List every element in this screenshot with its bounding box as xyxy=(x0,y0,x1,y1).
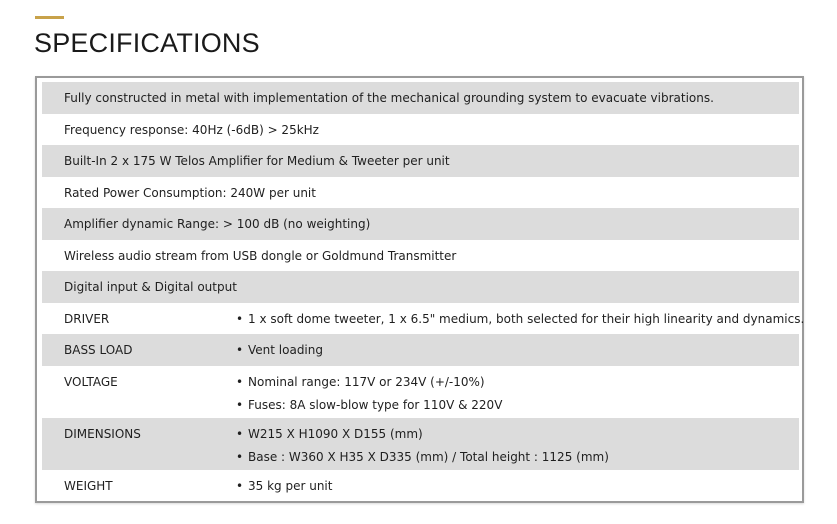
spec-value: Nominal range: 117V or 234V (+/-10%) xyxy=(248,374,485,389)
spec-row-bass-load xyxy=(42,334,799,366)
spec-text: Rated Power Consumption: 240W per unit xyxy=(64,185,316,200)
spec-values xyxy=(212,366,799,420)
spec-row xyxy=(42,240,799,272)
spec-row-driver xyxy=(42,303,805,335)
title-accent-bar xyxy=(35,16,64,19)
spec-text: Built-In 2 x 175 W Telos Amplifier for Medium & Tweeter per unit xyxy=(64,154,450,168)
spec-value: Base : W360 X H35 X D335 (mm) / Total height : 1125 (mm) xyxy=(248,449,609,464)
spec-value-item xyxy=(236,426,799,449)
spec-value-item xyxy=(236,478,799,501)
spec-value-item xyxy=(236,449,799,472)
spec-values xyxy=(212,303,804,334)
spec-text: Digital input & Digital output xyxy=(64,280,237,294)
spec-text: Frequency response: 40Hz (-6dB) > 25kHz xyxy=(64,122,319,137)
spec-row xyxy=(42,271,799,303)
specifications-list xyxy=(42,82,805,501)
spec-label: WEIGHT xyxy=(64,478,113,493)
spec-value: 1 x soft dome tweeter, 1 x 6.5" medium, both selected for their high linearity and dynamics. xyxy=(248,311,805,326)
spec-text: Wireless audio stream from USB dongle or Goldmund Transmitter xyxy=(64,248,457,263)
page-title: SPECIFICATIONS xyxy=(34,28,260,58)
spec-value: W215 X H1090 X D155 (mm) xyxy=(248,426,423,441)
spec-values xyxy=(212,470,799,501)
spec-row xyxy=(42,177,799,209)
spec-row-voltage xyxy=(42,366,799,418)
bullet-icon: • xyxy=(236,311,244,326)
spec-value-item xyxy=(236,342,799,365)
spec-row xyxy=(42,82,799,114)
bullet-icon: • xyxy=(236,426,244,441)
spec-text: Fully constructed in metal with implementation of the mechanical grounding system to evacuate vibrations. xyxy=(64,91,714,105)
spec-label: VOLTAGE xyxy=(64,374,118,389)
spec-row xyxy=(42,208,799,240)
bullet-icon: • xyxy=(236,449,244,464)
spec-label: DRIVER xyxy=(64,311,110,326)
spec-values xyxy=(212,334,799,365)
bullet-icon: • xyxy=(236,343,244,357)
spec-row xyxy=(42,114,799,146)
spec-label: DIMENSIONS xyxy=(64,426,141,441)
spec-text: Amplifier dynamic Range: > 100 dB (no weighting) xyxy=(64,217,371,231)
spec-value-item xyxy=(236,374,799,397)
bullet-icon: • xyxy=(236,374,244,389)
spec-label: BASS LOAD xyxy=(64,343,133,357)
bullet-icon: • xyxy=(236,478,244,493)
spec-value: 35 kg per unit xyxy=(248,478,333,493)
spec-row-dimensions xyxy=(42,418,799,470)
spec-row xyxy=(42,145,799,177)
spec-row-weight xyxy=(42,470,799,502)
bullet-icon: • xyxy=(236,397,244,412)
spec-value: Fuses: 8A slow-blow type for 110V & 220V xyxy=(248,397,503,412)
spec-values xyxy=(212,418,799,472)
specifications-box xyxy=(35,76,804,503)
spec-value-item xyxy=(236,311,804,334)
spec-value-item xyxy=(236,397,799,420)
spec-value: Vent loading xyxy=(248,343,323,357)
